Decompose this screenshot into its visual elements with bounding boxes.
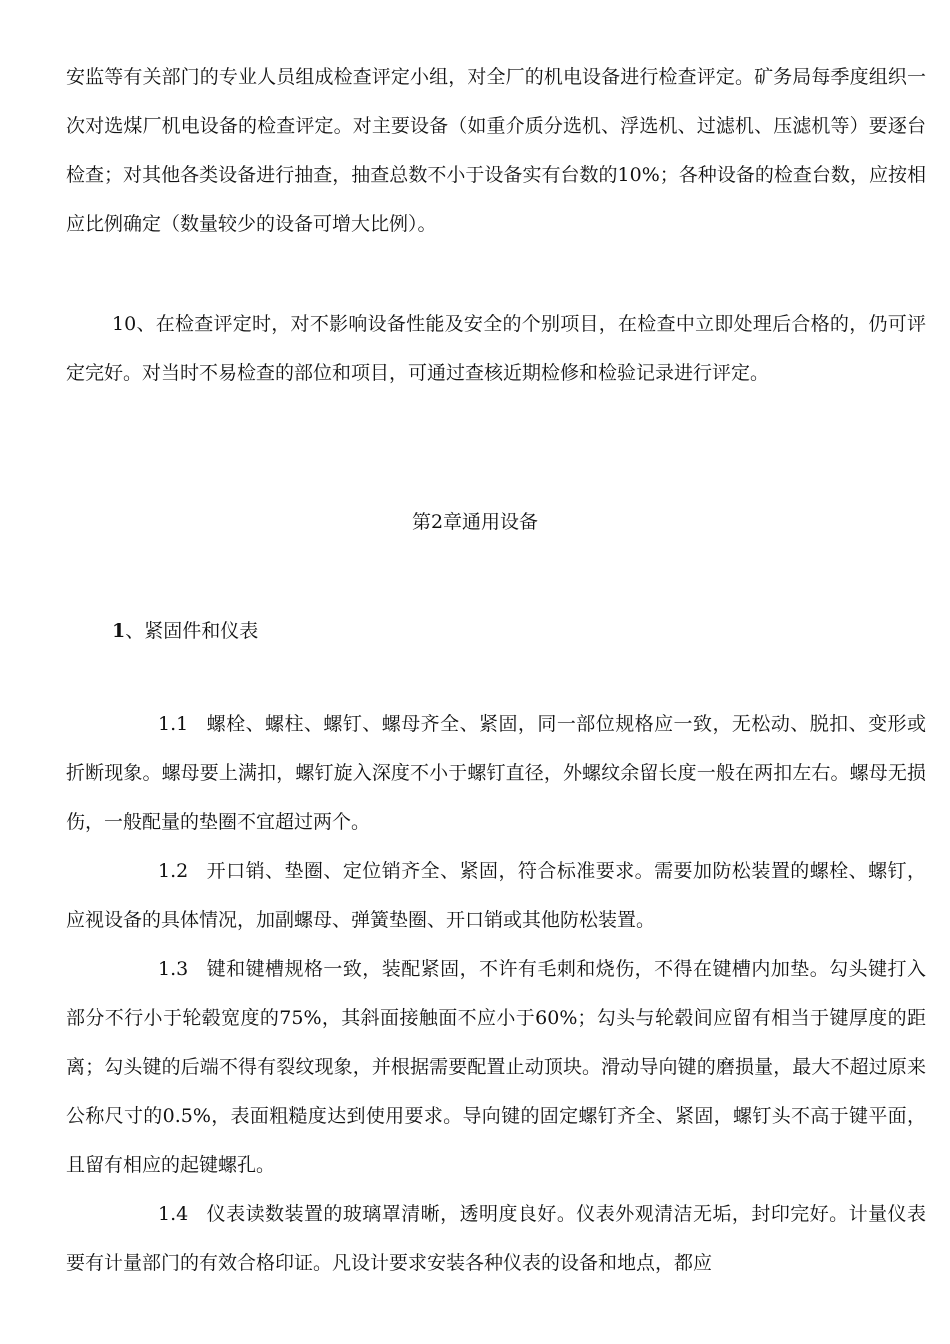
chapter-title: 第2章通用设备 [411, 511, 539, 533]
item-number: 1.1 [158, 713, 189, 735]
item-text: 开口销、垫圈、定位销齐全、紧固，符合标准要求。需要加防松装置的螺栓、螺钉，应视设备的具体情况，加副螺母、弹簧垫圈、开口销或其他防松装置。 [66, 860, 926, 931]
item-number: 1.4 [158, 1203, 189, 1225]
item-number: 1.3 [158, 958, 189, 980]
section-heading [112, 611, 258, 651]
paragraph-inspection-organization: 安监等有关部门的专业人员组成检查评定小组，对全厂的机电设备进行检查评定。矿务局每季度组织一次对选煤厂机电设备的检查评定。对主要设备（如重介质分选机、浮选机、过滤机、压滤机等）要逐台检查；对其他各类设备进行抽查，抽查总数不小于设备实有台数的10%；各种设备的检查台数，应按相应比例确定（数量较少的设备可增大比例）。 [66, 66, 926, 235]
item-paragraph-1-3 [66, 945, 926, 1190]
item-text: 键和键槽规格一致，装配紧固，不许有毛刺和烧伤，不得在键槽内加垫。勾头键打入部分不行小于轮毂宽度的75%，其斜面接触面不应小于60%；勾头与轮毂间应留有相当于键厚度的距离；勾头键的后端不得有裂纹现象，并根据需要配置止动顶块。滑动导向键的磨损量，最大不超过原来公称尺寸的0.5%，表面粗糙度达到使用要求。导向键的固定螺钉齐全、紧固，螺钉头不高于键平面，且留有相应的起键螺孔。 [66, 958, 926, 1176]
paragraph-item-10: 10、在检查评定时，对不影响设备性能及安全的个别项目，在检查中立即处理后合格的，仍可评定完好。对当时不易检查的部位和项目，可通过查核近期检修和检验记录进行评定。 [66, 313, 926, 384]
section-title: 、紧固件和仪表 [125, 620, 259, 642]
item-paragraph-1-1 [66, 700, 926, 847]
item-number: 1.2 [158, 860, 189, 882]
item-paragraph-1-4 [66, 1190, 926, 1288]
item-text: 仪表读数装置的玻璃罩清晰，透明度良好。仪表外观清洁无垢，封印完好。计量仪表要有计量部门的有效合格印证。凡设计要求安装各种仪表的设备和地点，都应 [66, 1203, 926, 1274]
section-number: 1 [112, 620, 126, 642]
item-paragraph-1-2 [66, 847, 926, 945]
item-text: 螺栓、螺柱、螺钉、螺母齐全、紧固，同一部位规格应一致，无松动、脱扣、变形或折断现象。螺母要上满扣，螺钉旋入深度不小于螺钉直径，外螺纹余留长度一般在两扣左右。螺母无损伤，一般配量的垫圈不宜超过两个。 [66, 713, 926, 833]
